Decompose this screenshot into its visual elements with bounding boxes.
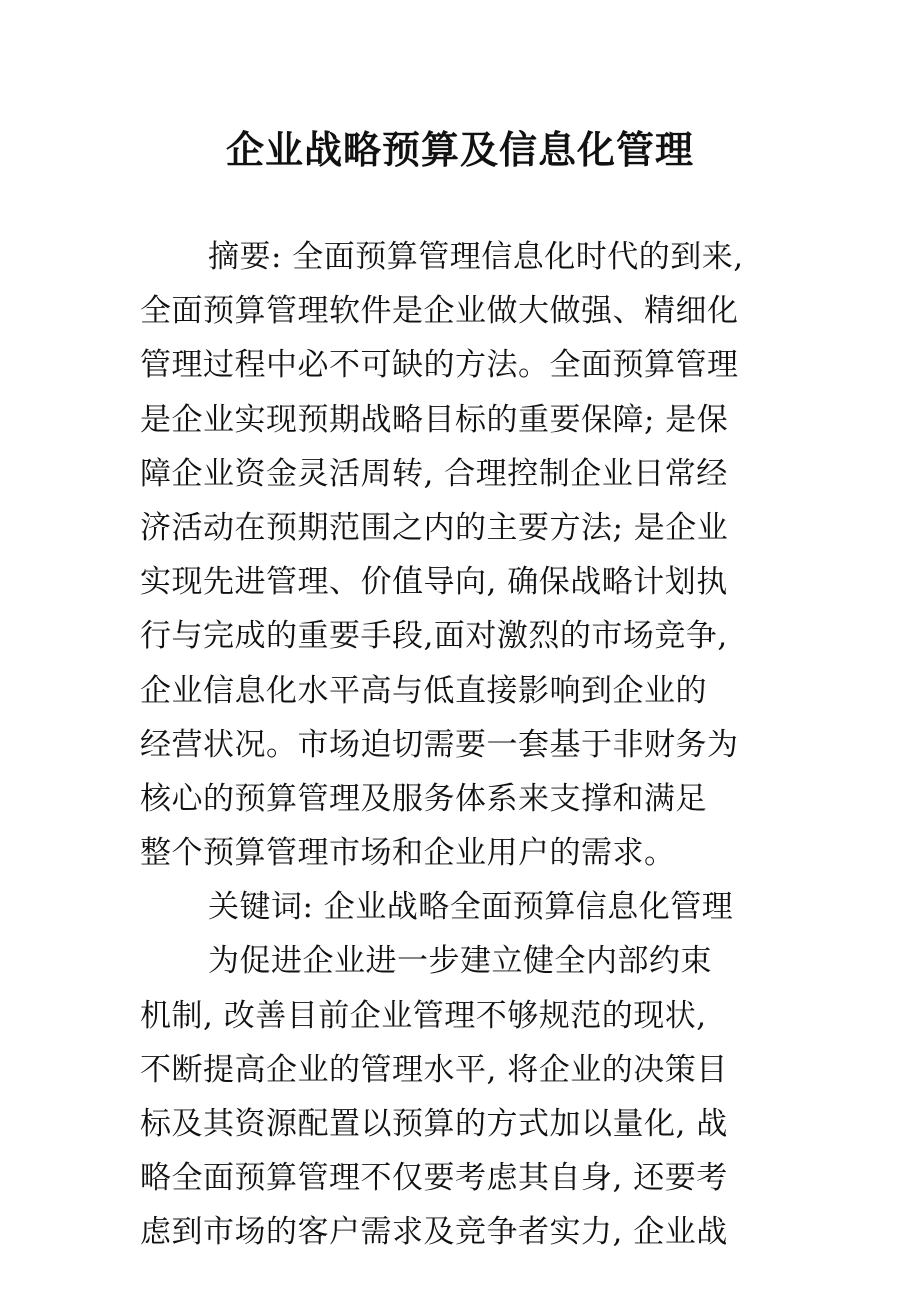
- text-line: 为促进企业进一步建立健全内部约束: [208, 943, 712, 980]
- text-line: 不断提高企业的管理水平, 将企业的决策目: [140, 1051, 728, 1088]
- text-line: 虑到市场的客户需求及竞争者实力, 企业战: [140, 1214, 728, 1251]
- text-line: 全面预算管理软件是企业做大做强、精细化: [140, 293, 739, 330]
- keywords-line: 关键词: 企业战略全面预算信息化管理: [208, 889, 734, 926]
- text-line: 是企业实现预期战略目标的重要保障; 是保: [140, 401, 729, 438]
- text-line: 略全面预算管理不仅要考虑其自身, 还要考: [140, 1160, 728, 1197]
- document-title: 企业战略预算及信息化管理: [225, 127, 694, 172]
- text-line: 障企业资金灵活周转, 合理控制企业日常经: [140, 455, 728, 492]
- text-line: 管理过程中必不可缺的方法。全面预算管理: [140, 347, 739, 384]
- text-line: 实现先进管理、价值导向, 确保战略计划执: [140, 564, 728, 601]
- text-line: 企业信息化水平高与低直接影响到企业的: [140, 672, 707, 709]
- text-line: 行与完成的重要手段,面对激烈的市场竞争,: [140, 618, 728, 655]
- text-line: 济活动在预期范围之内的主要方法; 是企业: [140, 509, 729, 546]
- text-line: 经营状况。市场迫切需要一套基于非财务为: [140, 726, 739, 763]
- document-body: [140, 230, 790, 1260]
- text-line: 机制, 改善目前企业管理不够规范的现状,: [140, 997, 707, 1034]
- text-line: 整个预算管理市场和企业用户的需求。: [140, 835, 676, 872]
- text-line: 标及其资源配置以预算的方式加以量化, 战: [140, 1106, 728, 1142]
- text-line: 摘要: 全面预算管理信息化时代的到来,: [208, 239, 744, 275]
- text-line: 核心的预算管理及服务体系来支撑和满足: [140, 780, 707, 817]
